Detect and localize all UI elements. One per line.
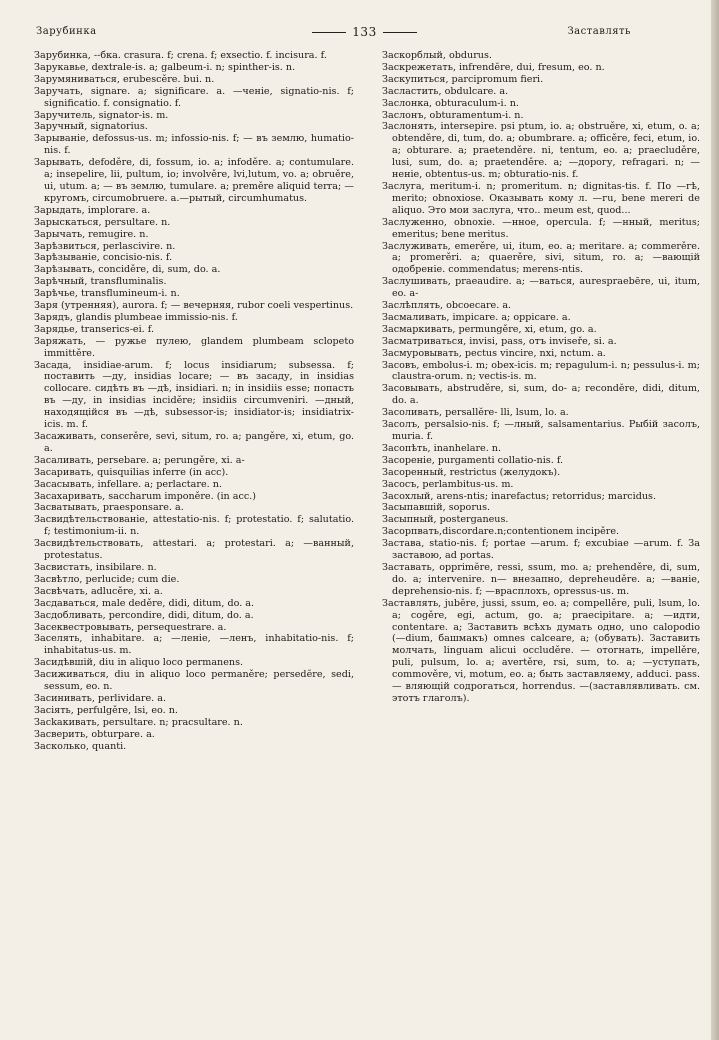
dictionary-entry: Заслуженно, obnoxie. —нное, opercula. f; —нный, meritus; emeritus; bene meritus. (382, 216, 700, 240)
dictionary-entry: Зарядье, transerics-ei. f. (34, 323, 155, 335)
dictionary-entry: Засореніе, purgamenti collatio-nis. f. (382, 454, 564, 466)
dictionary-entry: Застава, statio-nis. f; portae —arum. f; excubiae —arum. f. За заставою, ad portas. (382, 538, 700, 562)
dictionary-entry: Заставлять, jubĕre, jussi, ssum, eo. a; compellěre, puli, lsum, lo. a; cogěre, egi, actum, go. a; praecipitare. a; —идти, contentare. a; Заставить всѣхъ думать одно, uno calopodio (—dium, башмакъ) omnes calceare, a; (обувать). Заставить молчать, linguam alicui occluděre. — отогнать, impellěre, puli, pulsum, lo. a; avertěre, rsi, sum, to. a; —уступать, commověre, vi, motum, eo. a; быть заставляему, adduci. pass. — вляющій содрогаться, horrendus. —(заставлявливать. см. этотъ глаголъ). (382, 597, 700, 704)
dictionary-entry: Зарѣзывать, conciděre, di, sum, do. a. (34, 264, 221, 276)
dictionary-entry: Засинивать, perlividare. a. (34, 692, 167, 704)
dictionary-entry: Зарывать, defoděre, di, fossum, io. a; infoděre. a; contumulare. a; insepelire, lii, pultum, io; involvěre, lvi,lutum, vo. a; obruěre, ui, utum. a; — въ землю, tumulare. a; preměre aliquid terra; — кругомъ, circumobruere. a.—рытый, circumhumatus. (34, 157, 354, 204)
dictionary-entry: Зарумяниваться, erubescěre. bui. n. (34, 73, 215, 85)
dictionary-entry: Заря (утренняя), aurora. f; — вечерняя, rubor coeli vespertinus. (34, 300, 354, 312)
page-number: 133 (352, 25, 377, 39)
dictionary-entry: Заслонять, intersepire. psi ptum, io. a; obstruěre, xi, etum, o. a; obtenděre, di, tum, do. a; obumbrare. a; officěre, feci, etum, io. a; obturare. a; praetenděre. ni, tentum, eo. a; praecluděre, lusi, sum, do. a; praetenděre. a; —дорогу, refragari. n; —неніе, obtentus-us. m; obturatio-nis. f. (382, 121, 700, 181)
dictionary-entry: Засовъ, embolus-i. m; obex-icis. m; repagulum-i. n; pessulus-i. m; claustra-orum. n; vectis-is. m. (382, 359, 700, 383)
dictionary-entry: Засаживать, conserěre, sevi, situm, ro. a; pangěre, xi, etum, go. a. (34, 431, 354, 454)
dictionary-entry: Заскрежетать, infrendĕre, dui, fresum, eo. n. (382, 61, 605, 73)
dictionary-entry: Засkакивать, persultare. n; pracsultare. n. (34, 716, 243, 728)
dictionary-entry: Засвидѣтельствовать, attestari. a; protestari. a; —ванный, protestatus. (34, 538, 354, 562)
dictionary-entry: Зарѣзвиться, perlascivire. n. (34, 240, 176, 252)
dictionary-entry: Заряжать, — ружье пулею, glandem plumbeam sclopeto immittěre. (34, 335, 354, 359)
dictionary-entry: Зарыскаться, persultare. n. (34, 216, 171, 228)
dictionary-entry: Заселять, inhabitare. a; —леніе, —ленъ, inhabitatio-nis. f; inhabitatus-us. m. (34, 633, 354, 657)
dictionary-entry: Заслуживать, emerěre, ui, itum, eo. a; meritare. a; commerěre. a; promerěri. a; quaerěre, sivi, situm, ro. a; —вающій одобреніе. commendatus; merens-ntis. (382, 240, 700, 276)
dictionary-entry: Засіять, perfulgěre, lsi, eo. n. (34, 704, 178, 716)
dictionary-entry: Засдобливать, percondire, didi, ditum, do. a. (34, 609, 254, 621)
dictionary-entry: Заручитель, signator-is. m. (34, 109, 169, 121)
header-left-word: Зарубинка (36, 26, 97, 37)
right-column (382, 50, 700, 705)
dictionary-entry: Засмаливать, impicare. a; oppicare. a. (382, 311, 571, 323)
dictionary-entry: Заскупиться, parcipromum fieri. (382, 73, 544, 85)
dictionary-entry: Заслонъ, obturamentum-i. n. (382, 109, 524, 121)
dictionary-entry: Засеквестровывать, persequestrare. a. (34, 621, 227, 633)
dictionary-entry: Заставать, opprimĕre, ressi, ssum, mo. a; prehenděre, di, sum, do. a; intervenire. n— внезапно, depreheuděre. a; —ваніе, deprehensio-nis. f; —врасплохъ, opressus-us. m. (382, 561, 700, 597)
dictionary-entry: Заслушивать, praeaudire. a; —ваться, auresprаеbēre, ui, itum, eo. a- (382, 276, 700, 300)
dictionary-entry: Зарѣчный, transfluminalis. (34, 276, 167, 288)
dictionary-entry: Засыпный, posterganeus. (382, 514, 509, 526)
dictionary-entry: Зарываніе, defossus-us. m; infossio-nis. f; — въ землю, humatio-nis. f. (34, 133, 354, 157)
header-dash-right (383, 32, 417, 33)
dictionary-entry: Засосъ, perlambitus-us. m. (382, 478, 514, 490)
dictionary-entry: Засиживаться, diu in aliquo loco permaněre; persedĕre, sedi, sessum, eo. n. (34, 669, 354, 693)
dictionary-entry: Зарыдать, implorare. a. (34, 204, 151, 216)
dictionary-entry: Засмаркивать, permungěre, xi, etum, go. a. (382, 323, 597, 335)
dictionary-entry: Засоренный, restrictus (желудокъ). (382, 466, 561, 478)
dictionary-entry: Засада, insidiae-arum. f; locus insidiarum; subsessa. f; поставить —ду, insidias locare; — въ засаду, in insidias collocare. сидѣть въ —дѣ, insidiari. n; in insidiis esse; попасть въ —ду, in insidias inciděre; insidiis circumveniri. —дный, находящійся въ —дѣ, subsessor-is; insidiator-is; insidiatrix-icis. m. f. (34, 359, 354, 431)
dictionary-entry: Засаривать, quisquilias inferre (in acc). (34, 466, 229, 478)
dictionary-entry: Зарѣчье, transflumineum-i. n. (34, 288, 180, 300)
dictionary-entry: Зарычать, remugire. n. (34, 228, 149, 240)
header-right-word: Заставлять (567, 26, 631, 37)
dictionary-entry: Засоливать, persallĕre- lli, lsum, lo. a. (382, 407, 569, 419)
dictionary-entry: Засватывать, praesponsare. a. (34, 502, 184, 514)
dictionary-entry: Засматриваться, invisi, pass, отъ inviseře, si. a. (382, 335, 617, 347)
dictionary-entry: Зарѣзываніе, concisio-nis. f. (34, 252, 173, 264)
dictionary-entry: Засдаваться, male deděre, didi, ditum, do. a. (34, 597, 255, 609)
dictionary-entry: Зарукавье, dextrale-is. a; galbeum-i. n; spinther-is. n. (34, 61, 296, 73)
dictionary-entry: Засопѣть, inanhelare. n. (382, 442, 502, 454)
dictionary-entry: Засмуровывать, pectus vincire, nxi, nctum. a. (382, 347, 606, 359)
dictionary-entry: Заручный, signatorius. (34, 121, 148, 133)
dictionary-entry: Засохлый, arens-ntis; inarefactus; retorridus; marcidus. (382, 490, 657, 502)
dictionary-entry: Засколько, quanti. (34, 740, 127, 752)
dictionary-entry: Зарубинка, --бка. crasura. f; crena. f; exsectio. f. incisura. f. (34, 50, 327, 61)
dictionary-entry: Засорпвать,discordare.n;contentionem incipěre. (382, 526, 620, 538)
dictionary-entry: Засвидѣтельствованіе, attestatio-nis. f; protestatio. f; salutatio. f; testimonium-ii. n. (34, 514, 354, 538)
dictionary-entry: Зарядъ, glandis plumbeae immissio-nis. f. (34, 311, 238, 323)
dictionary-entry: Заскорблый, obdurus. (382, 50, 492, 61)
header-dash-left (312, 32, 346, 33)
dictionary-entry: Засовывать, abstruděre, si, sum, do- a; recondĕre, didi, ditum, do. a. (382, 383, 700, 407)
dictionary-entry: Засвѣчать, adlucěre, xi. a. (34, 585, 163, 597)
dictionary-entry: Засыпавшій, soporus. (382, 502, 491, 514)
dictionary-entry: Засвѣтло, perlucide; cum die. (34, 573, 180, 585)
dictionary-entry: Засаливать, persebare. a; perungěre, xi. a- (34, 454, 245, 466)
dictionary-entry: Засверить, obturpare. a. (34, 728, 155, 740)
dictionary-entry: Засластить, obdulcare. a. (382, 85, 509, 97)
dictionary-entry: Заручать, signare. a; significare. a. —ченіе, signatio-nis. f; significatio. f. consignatio. f. (34, 85, 354, 109)
dictionary-entry: Засвистать, insibilare. n. (34, 561, 157, 573)
dictionary-entry: Заслуга, meritum-i. n; promeritum. n; dignitas-tis. f. По —гѣ, merito; obnoxiose. Оказывать кому л. —гu, bene mereri de aliquo. Это мои заслуга, что.. meum est, quod... (382, 180, 700, 216)
page-edge-shadow (711, 0, 719, 1040)
dictionary-entry: Засолъ, persalsio-nis. f; —лный, salsamentarius. Рыбій засолъ, muria. f. (382, 419, 700, 442)
dictionary-entry: Засахаривать, saccharum imponěre. (in acc.) (34, 490, 257, 502)
page-header (28, 26, 701, 44)
left-column (34, 50, 354, 752)
dictionary-entry: Засидѣвшій, diu in aliquo loco permanens. (34, 657, 244, 669)
dictionary-entry: Заслѣплять, obcoecare. a. (382, 300, 512, 312)
dictionary-entry: Засасывать, infellare. a; perlactare. n. (34, 478, 222, 490)
dictionary-entry: Заслонка, obturaculum-i. n. (382, 97, 519, 109)
